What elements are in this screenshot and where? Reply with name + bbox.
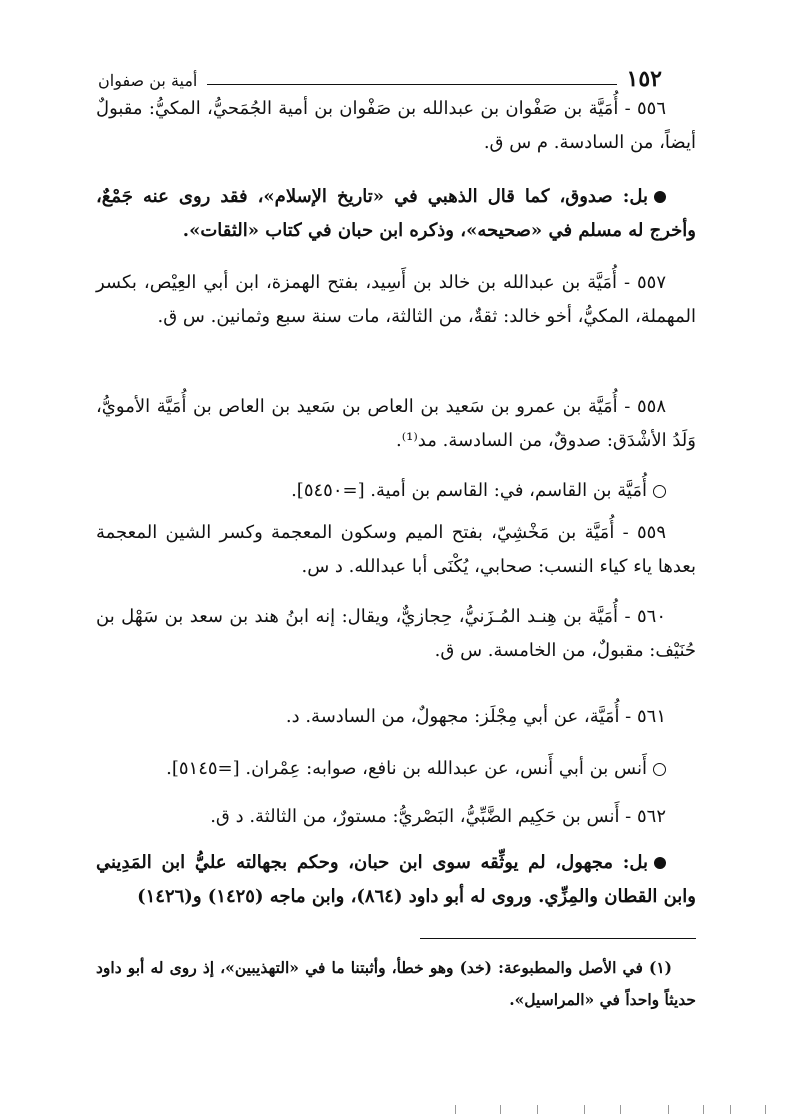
crossref-qasim — [96, 474, 696, 508]
crossref-text: أَنس بن أبي أَنس، عن عبدالله بن نافع، صوابه: عِمْران. [=٥١٤٥]. — [166, 758, 647, 779]
entry-text: ٥٦٢ - أَنس بن حَكِيم الضَّبِّيُّ، البَصْريُّ: مستورٌ، من الثالثة. د ق. — [210, 806, 666, 827]
entry-text: ٥٥٩ - أُمَيَّة بن مَخْشِيّ، بفتح الميم وسكون المعجمة وكسر الشين المعجمة بعدها ياء كياء النسب: صحابي، يُكْنَى أبا عبدالله. د س. — [96, 522, 696, 577]
scan-edge-marks — [0, 1098, 790, 1118]
page-number: ١٥٢ — [626, 66, 662, 92]
crossref-text: أُمَيَّة بن القاسم، في: القاسم بن أمية. [=٥٤٥٠]. — [291, 480, 647, 501]
footnote-text: (١) في الأصل والمطبوعة: (خد) وهو خطأ، وأثبتنا ما في «التهذيبين»، إذ روى له أبو داود حديثاً واحداً في «المراسيل». — [96, 958, 696, 1009]
entry-text: ٥٥٦ - أُمَيَّة بن صَفْوان بن عبدالله بن صَفْوان بن أمية الجُمَحيُّ، المكيُّ: مقبولٌ أيضاً، من السادسة. م س ق. — [96, 98, 696, 153]
running-title: أمية بن صفوان — [98, 71, 198, 90]
entry-556 — [96, 92, 696, 160]
comment-562 — [96, 846, 696, 914]
entry-560 — [96, 600, 696, 668]
crossref-ring-icon — [653, 485, 666, 498]
comment-text: بل: صدوق، كما قال الذهبي في «تاريخ الإسلام»، فقد روى عنه جَمْعٌ، وأخرج له مسلم في «صحيحه»، وذكره ابن حبان في كتاب «الثقات». — [96, 186, 696, 241]
entry-559 — [96, 516, 696, 584]
comment-bullet-icon — [654, 191, 666, 203]
comment-text: بل: مجهول، لم يوثِّقه سوى ابن حبان، وحكم بجهالته عليُّ ابن المَدِيني وابن القطان والمِزِّي. وروى له أبو داود (٨٦٤)، وابن ماجه (١٤٢٥) و(١٤٢٦) — [96, 852, 696, 907]
entry-text: ٥٦٠ - أُمَيَّة بن هِنـد المُـزَنيُّ، حِجازيٌّ، ويقال: إنه ابنُ هند بن سعد بن سَهْل بن حُنَيْف: مقبولٌ، من الخامسة. س ق. — [96, 606, 696, 661]
comment-556 — [96, 180, 696, 248]
entry-text: ٥٥٧ - أُمَيَّة بن عبدالله بن خالد بن أَسِيد، بفتح الهمزة، ابن أبي العِيْص، بكسر المهملة، المكيُّ، أخو خالد: ثقةٌ، من الثالثة، مات سنة سبع وثمانين. س ق. — [96, 272, 696, 327]
crossref-ring-icon — [653, 763, 666, 776]
footnote-rule — [420, 938, 696, 939]
entry-558 — [96, 390, 696, 458]
crossref-anas — [96, 752, 696, 786]
entry-562 — [96, 800, 696, 834]
entry-557 — [96, 266, 696, 334]
page-header — [98, 56, 662, 92]
header-rule — [207, 84, 616, 85]
entry-text: ٥٦١ - أُمَيَّة، عن أبي مِجْلَز: مجهولٌ، من السادسة. د. — [285, 706, 666, 727]
comment-bullet-icon — [654, 857, 666, 869]
entry-text: ٥٥٨ - أُمَيَّة بن عمرو بن سَعيد بن العاص بن سَعيد بن العاص بن أُمَيَّة الأمويُّ، وَلَدُ الأشْدَق: صدوقٌ، من السادسة. مد⁽¹⁾. — [96, 396, 696, 451]
footnote — [96, 952, 696, 1016]
entry-561 — [96, 700, 696, 734]
